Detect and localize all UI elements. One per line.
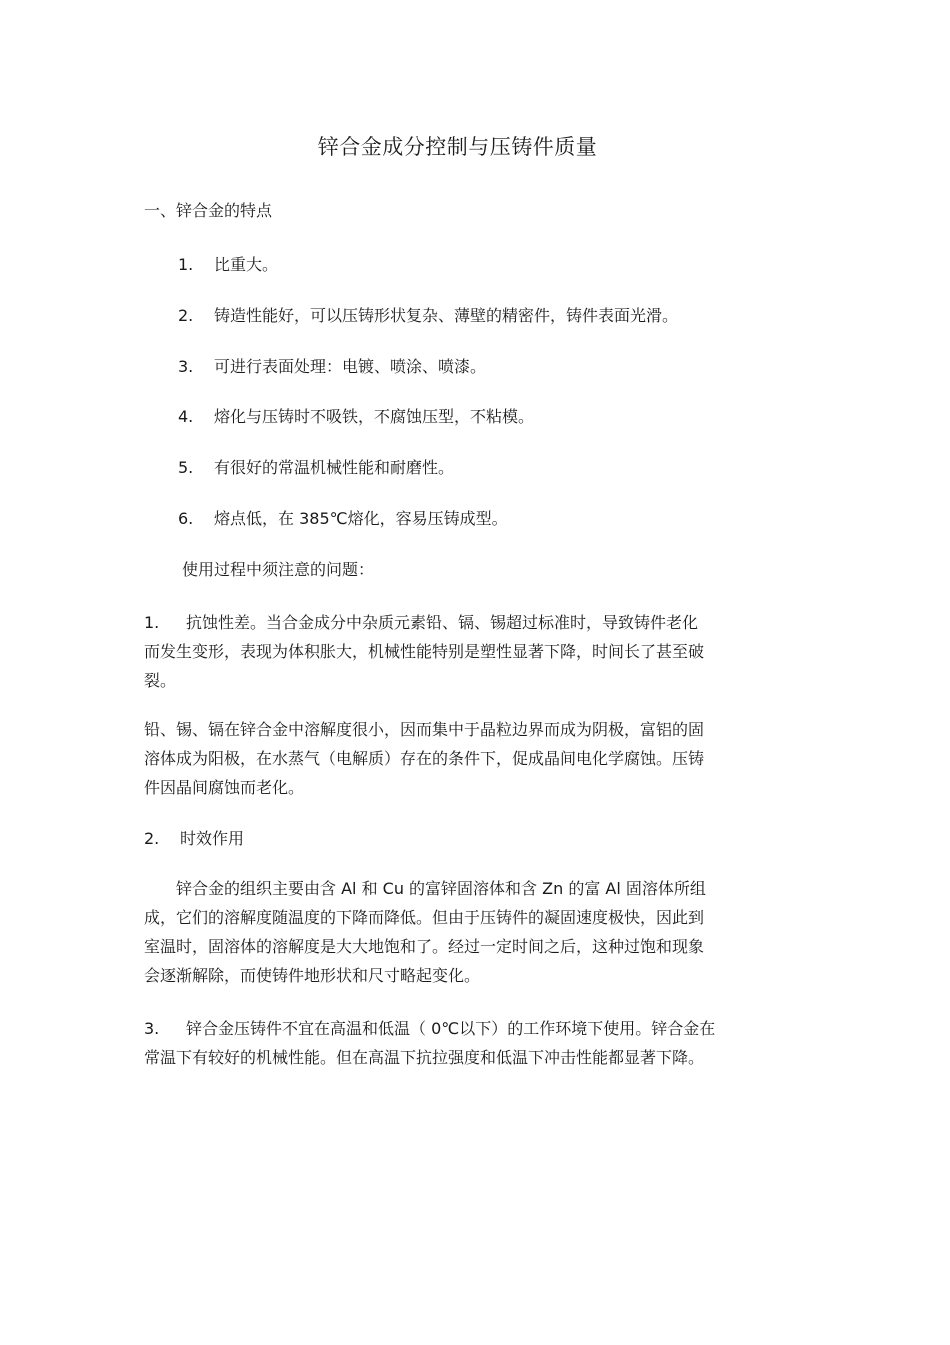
issue-1-line-3: 裂。 [144,671,177,690]
document-title: 锌合金成分控制与压铸件质量 [317,135,598,159]
feature-text: 熔点低，在 385℃熔化，容易压铸成型。 [214,509,508,528]
issue-1-detail-line-3: 件因晶间腐蚀而老化。 [144,778,305,797]
feature-item-2 [178,305,678,327]
feature-number: 2. [178,306,194,325]
issue-2-heading [144,828,244,850]
issue-1-text: 抗蚀性差。当合金成分中杂质元素铅、镉、锡超过标准时，导致铸件老化 [186,613,699,632]
issue-1-detail-paragraph [144,715,804,802]
feature-item-3 [178,356,486,378]
issue-2-detail-line-1: 锌合金的组织主要由含 Al 和 Cu 的富锌固溶体和含 Zn 的富 Al 固溶体所组 [176,879,706,898]
feature-item-6 [178,508,508,530]
issue-1-detail-line-1: 铅、锡、镉在锌合金中溶解度很小，因而集中于晶粒边界而成为阴极，富铝的固 [144,720,705,739]
feature-number: 3. [178,357,194,376]
issue-2-title: 时效作用 [180,829,245,848]
issue-1-detail-line-2: 溶体成为阳极，在水蒸气（电解质）存在的条件下，促成晶间电化学腐蚀。压铸 [144,749,705,768]
issue-1-line-2: 而发生变形，表现为体积胀大，机械性能特别是塑性显著下降，时间长了甚至破 [144,642,705,661]
feature-item-1 [178,254,278,276]
feature-text: 可进行表面处理：电镀、喷涂、喷漆。 [214,357,487,376]
feature-number: 6. [178,509,194,528]
feature-number: 5. [178,458,194,477]
feature-text: 熔化与压铸时不吸铁，不腐蚀压型，不粘模。 [214,407,535,426]
feature-text: 有很好的常温机械性能和耐磨性。 [214,458,455,477]
issue-3-text: 锌合金压铸件不宜在高温和低温（ 0℃以下）的工作环境下使用。锌合金在 [186,1019,716,1038]
feature-number: 1. [178,255,194,274]
issue-1-paragraph [144,608,804,695]
issue-2-detail-line-4: 会逐渐解除，而使铸件地形状和尺寸略起变化。 [144,966,481,985]
feature-text: 铸造性能好，可以压铸形状复杂、薄壁的精密件，铸件表面光滑。 [214,306,679,325]
issue-2-detail-line-2: 成，它们的溶解度随温度的下降而降低。但由于压铸件的凝固速度极快，因此到 [144,908,705,927]
feature-number: 4. [178,407,194,426]
issue-3-line-1 [144,1014,804,1043]
issue-number: 2. [144,829,160,848]
issue-3-line-2: 常温下有较好的机械性能。但在高温下抗拉强度和低温下冲击性能都显著下降。 [144,1048,705,1067]
feature-item-5 [178,457,454,479]
issue-2-detail-line-3: 室温时，固溶体的溶解度是大大地饱和了。经过一定时间之后，这种过饱和现象 [144,937,705,956]
issue-3-paragraph [144,1014,804,1072]
issue-2-detail-paragraph [144,874,804,990]
issue-number: 3. [144,1019,160,1038]
issue-1-line-1 [144,608,804,637]
issue-number: 1. [144,613,160,632]
feature-item-4 [178,406,534,428]
feature-text: 比重大。 [214,255,279,274]
notes-heading: 使用过程中须注意的问题： [182,560,375,579]
section-heading: 一、锌合金的特点 [144,201,273,220]
